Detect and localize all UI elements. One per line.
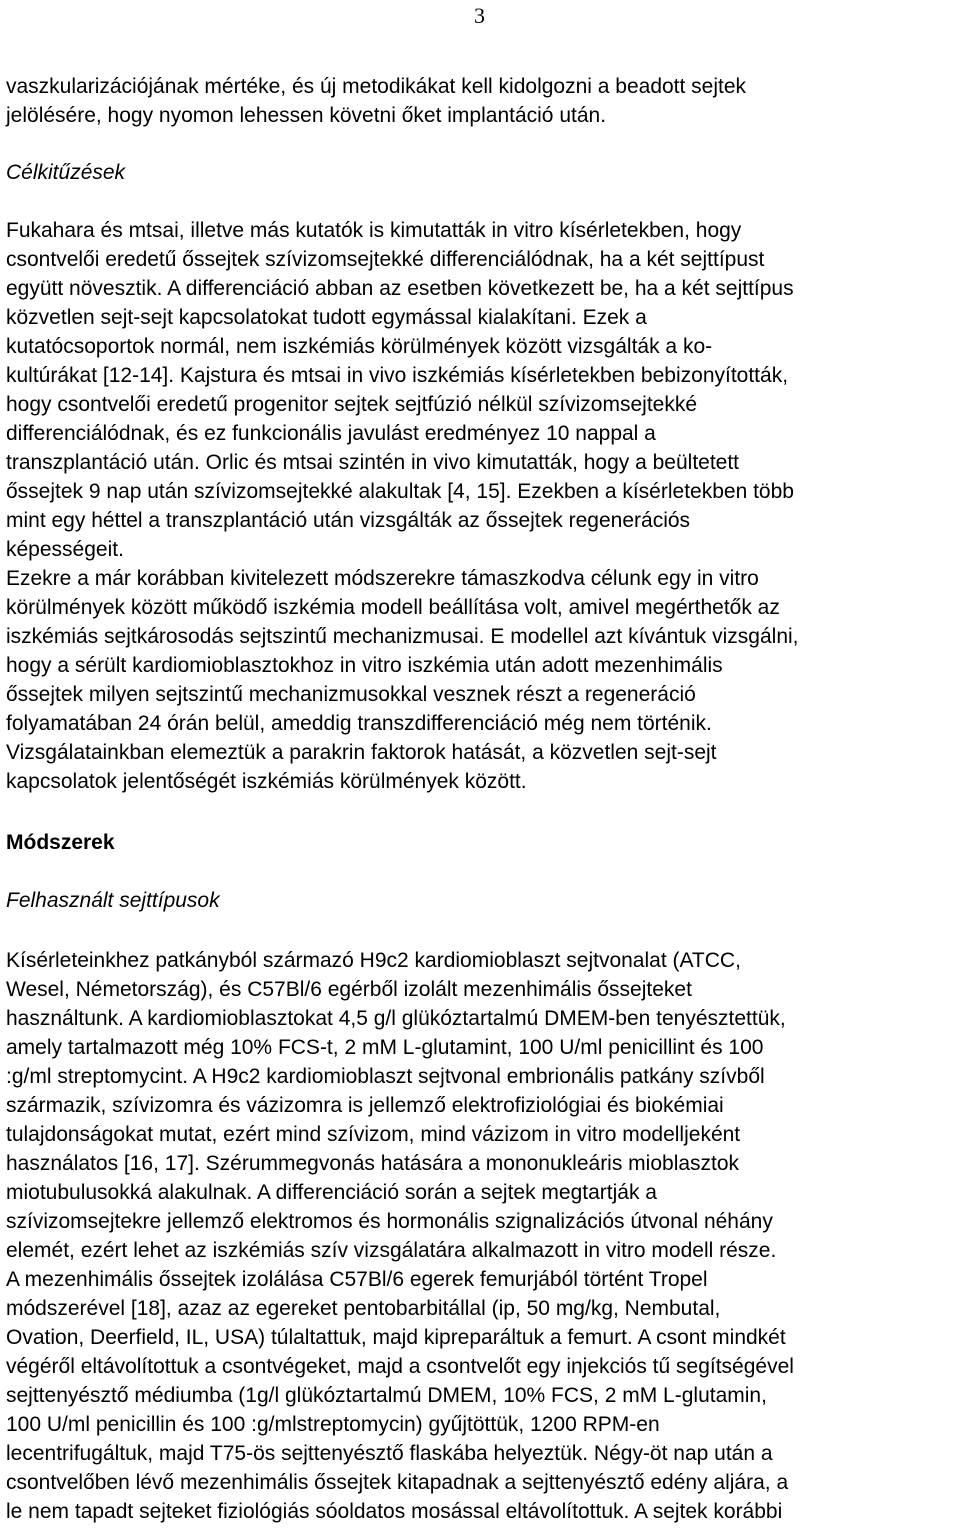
text-line: Wesel, Németország), és C57Bl/6 egérből izolált mezenhimális őssejteket: [6, 978, 692, 1001]
text-line: közvetlen sejt-sejt kapcsolatokat tudott egymással kialakítani. Ezek a: [6, 306, 647, 329]
text-line: tulajdonságokat mutat, ezért mind szívizom, mind vázizom in vitro modelljeként: [6, 1123, 741, 1146]
text-line: használtunk. A kardiomioblasztokat 4,5 g/l glükóztartalmú DMEM-ben tenyésztettük,: [6, 1007, 786, 1030]
text-line: elemét, ezért lehet az iszkémiás szív vizsgálatára alkalmazott in vitro modell része.: [6, 1239, 777, 1262]
subheading-cell-types: Felhasznált sejttípusok: [6, 889, 220, 912]
text-line: Ezekre a már korábban kivitelezett módszerekre támaszkodva célunk egy in vitro: [6, 567, 759, 590]
text-line: Kísérleteinkhez patkányból származó H9c2 kardiomioblaszt sejtvonalat (ATCC,: [6, 949, 741, 972]
heading-aims: Célkitűzések: [6, 161, 126, 184]
text-line: miotubulusokká alakulnak. A differenciáció során a sejtek megtartják a: [6, 1181, 657, 1204]
text-line: módszerével [18], azaz az egereket pentobarbitállal (ip, 50 mg/kg, Nembutal,: [6, 1297, 721, 1320]
text-line: kutatócsoportok normál, nem iszkémiás körülmények között vizsgálták a ko-: [6, 335, 713, 358]
page-number: 3: [474, 3, 485, 28]
text-line: csontvelőben lévő mezenhimális őssejtek kitapadnak a sejttenyésztő edény aljára, a: [6, 1471, 789, 1494]
text-line: kultúrákat [12-14]. Kajstura és mtsai in vivo iszkémiás kísérletekben bebizonyították,: [6, 364, 789, 387]
heading-methods: Módszerek: [6, 831, 115, 854]
text-line: végéről eltávolítottuk a csontvégeket, majd a csontvelőt egy injekciós tű segítségével: [6, 1355, 794, 1378]
text-line: Vizsgálatainkban elemeztük a parakrin faktorok hatását, a közvetlen sejt-sejt: [6, 741, 717, 764]
text-line: származik, szívizomra és vázizomra is jellemző elektrofiziológiai és biokémiai: [6, 1094, 724, 1117]
text-line: használatos [16, 17]. Szérummegvonás hatására a mononukleáris mioblasztok: [6, 1152, 740, 1175]
text-line: iszkémiás sejtkárosodás sejtszintű mechanizmusai. E modellel azt kívántuk vizsgálni,: [6, 625, 799, 648]
text-line: vaszkularizációjának mértéke, és új metodikákat kell kidolgozni a beadott sejtek: [6, 75, 747, 98]
text-line: differenciálódnak, és ez funkcionális javulást eredményez 10 nappal a: [6, 422, 656, 445]
aims-paragraph: [6, 216, 960, 796]
methods-paragraph: [6, 946, 960, 1526]
text-line: 100 U/ml penicillin és 100 :g/mlstreptomycin) gyűjtöttük, 1200 RPM-en: [6, 1413, 660, 1436]
text-line: csontvelői eredetű őssejtek szívizomsejtekké differenciálódnak, ha a két sejttípust: [6, 248, 765, 271]
text-line: mint egy héttel a transzplantáció után vizsgálták az őssejtek regenerációs: [6, 509, 691, 532]
text-line: le nem tapadt sejteket fiziológiás sóoldatos mosással eltávolítottuk. A sejtek korábbi: [6, 1500, 783, 1523]
text-line: szívizomsejtekre jellemző elektromos és hormonális szignalizációs útvonal néhány: [6, 1210, 773, 1233]
text-line: lecentrifugáltuk, majd T75-ös sejttenyésztő flaskába helyeztük. Négy-öt nap után a: [6, 1442, 773, 1465]
text-line: :g/ml streptomycint. A H9c2 kardiomioblaszt sejtvonal embrionális patkány szívből: [6, 1065, 765, 1088]
text-line: őssejtek 9 nap után szívizomsejtekké alakultak [4, 15]. Ezekben a kísérletekben több: [6, 480, 794, 503]
text-line: kapcsolatok jelentőségét iszkémiás körülmények között.: [6, 770, 527, 793]
text-line: sejttenyésztő médiumba (1g/l glükóztartalmú DMEM, 10% FCS, 2 mM L-glutamin,: [6, 1384, 767, 1407]
text-line: transzplantáció után. Orlic és mtsai szintén in vivo kimutatták, hogy a beültetett: [6, 451, 740, 474]
text-line: hogy csontvelői eredetű progenitor sejtek sejtfúzió nélkül szívizomsejtekké: [6, 393, 698, 416]
text-line: körülmények között működő iszkémia modell beállítása volt, amivel megérthetők az: [6, 596, 780, 619]
text-line: őssejtek milyen sejtszintű mechanizmusokkal vesznek részt a regeneráció: [6, 683, 696, 706]
text-line: hogy a sérült kardiomioblasztokhoz in vitro iszkémia után adott mezenhimális: [6, 654, 723, 677]
text-line: folyamatában 24 órán belül, ameddig transzdifferenciáció még nem történik.: [6, 712, 712, 735]
text-line: A mezenhimális őssejtek izolálása C57Bl/6 egerek femurjából történt Tropel: [6, 1268, 708, 1291]
text-line: képességeit.: [6, 538, 124, 561]
intro-paragraph: [6, 72, 960, 130]
text-line: együtt növesztik. A differenciáció abban az esetben következett be, ha a két sejttípus: [6, 277, 794, 300]
text-line: Fukahara és mtsai, illetve más kutatók is kimutatták in vitro kísérletekben, hogy: [6, 219, 742, 242]
text-line: Ovation, Deerfield, IL, USA) túlaltattuk, majd kipreparáltuk a femurt. A csont mindkét: [6, 1326, 786, 1349]
text-line: amely tartalmazott még 10% FCS-t, 2 mM L-glutamint, 100 U/ml penicillint és 100: [6, 1036, 764, 1059]
text-line: jelölésére, hogy nyomon lehessen követni őket implantáció után.: [6, 104, 607, 127]
